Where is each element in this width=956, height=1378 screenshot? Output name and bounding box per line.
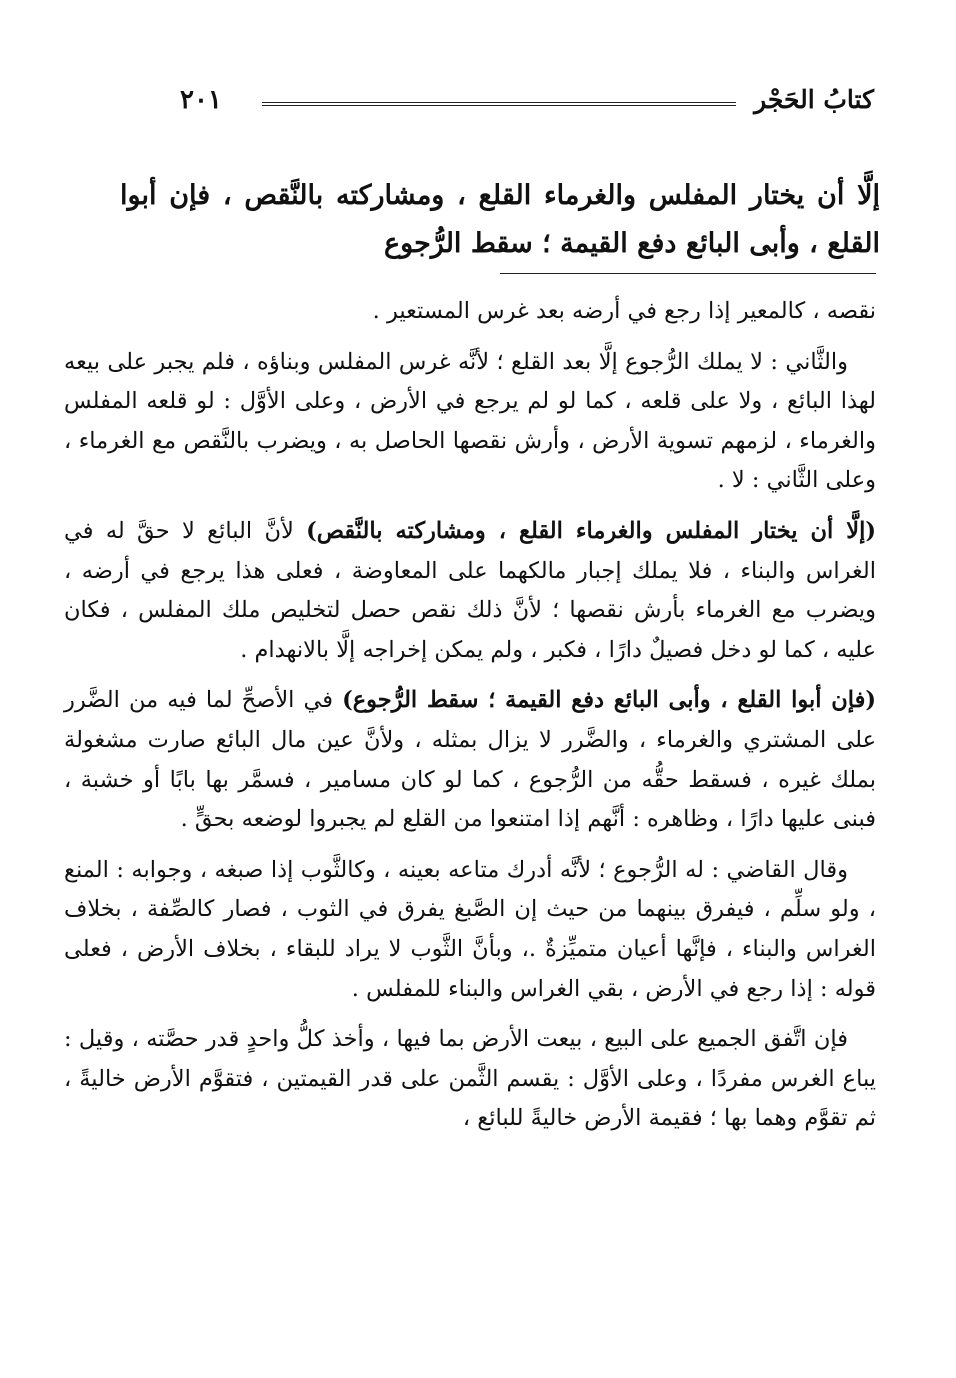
paragraph — [64, 292, 876, 332]
paragraph — [64, 851, 876, 1009]
header-rule — [262, 102, 736, 106]
paragraph-text: لأنَّ البائع لا حقَّ له في الغراس والبناء ، فلا يملك إجبار مالكهما على المعاوضة ، فعلى هذا يرجع في أرضه ، ويضرب مع الغرماء بأرش نقصها ؛ لأنَّ ذلك نقص حصل لتخليص ملك المفلس ، فكان عليه ، كما لو دخل فصيلٌ دارًا ، فكبر ، ولم يمكن إخراجه إلَّا بالانهدام . — [64, 517, 876, 663]
paragraph-text: نقصه ، كالمعير إذا رجع في أرضه بعد غرس المستعير . — [372, 298, 876, 324]
matn-text: إلَّا أن يختار المفلس والغرماء القلع ، ومشاركته بالنَّقص ، فإن أبوا القلع ، وأبى البائع دفع القيمة ؛ سقط الرُّجوع — [120, 180, 880, 259]
page-number: ٢٠١ — [180, 85, 222, 115]
paragraph — [64, 512, 876, 670]
paragraph-text: والثَّاني : لا يملك الرُّجوع إلَّا بعد القلع ؛ لأنَّه غرس المفلس وبناؤه ، فلم يجبر على بيعه لهذا البائع ، ولا على قلعه ، كما لو لم يرجع في الأرض ، وعلى الأوَّل : لو قلعه المفلس والغرماء ، لزمهم تسوية الأرض ، وأرش نقصها الحاصل به ، ويضرب بالنَّقص مع الغرماء ، وعلى الثَّاني : لا . — [64, 348, 876, 494]
quoted-matn: (إلَّا أن يختار المفلس والغرماء القلع ، ومشاركته بالنَّقص) — [306, 517, 876, 544]
running-title: كتابُ الحَجْر — [754, 85, 874, 114]
quoted-matn: (فإن أبوا القلع ، وأبى البائع دفع القيمة ؛ سقط الرُّجوع) — [342, 687, 877, 714]
commentary-body — [64, 292, 876, 1150]
paragraph-text: في الأصحِّ لما فيه من الضَّرر على المشتري والغرماء ، والضَّرر لا يزال بمثله ، ولأنَّ عين مال البائع صارت مشغولة بملك غيره ، فسقط حقُّه من الرُّجوع ، كما لو كان مسامير ، فسمَّر بها بابًا أو خشبة ، فبنى عليها دارًا ، وظاهره : أنَّهم إذا امتنعوا من القلع لم يجبروا لوضعه بحقٍّ . — [64, 687, 876, 833]
paragraph-text: فإن اتَّفق الجميع على البيع ، بيعت الأرض بما فيها ، وأخذ كلُّ واحدٍ قدر حصَّته ، وقيل : يباع الغرس مفردًا ، وعلى الأوَّل : يقسم الثَّمن على قدر القيمتين ، فتقوَّم الأرض خاليةً ، ثم تقوَّم وهما بها ؛ فقيمة الأرض خاليةً للبائع ، — [64, 1026, 876, 1132]
paragraph-text: وقال القاضي : له الرُّجوع ؛ لأنَّه أدرك متاعه بعينه ، وكالثَّوب إذا صبغه ، وجوابه : المنع ، ولو سلِّم ، فيفرق بينهما من حيث إن الصَّبغ يفرق في الثوب ، فصار كالصِّفة ، بخلاف الغراس والبناء ، فإنَّها أعيان متميِّزةٌ .، وبأنَّ الثَّوب لا يراد للبقاء ، بخلاف الأرض ، فعلى قوله : إذا رجع في الأرض ، بقي الغراس والبناء للمفلس . — [64, 856, 876, 1002]
matn-separator — [500, 273, 876, 274]
page-header — [180, 82, 874, 122]
paragraph — [64, 1020, 876, 1139]
paragraph — [64, 343, 876, 501]
paragraph — [64, 681, 876, 839]
